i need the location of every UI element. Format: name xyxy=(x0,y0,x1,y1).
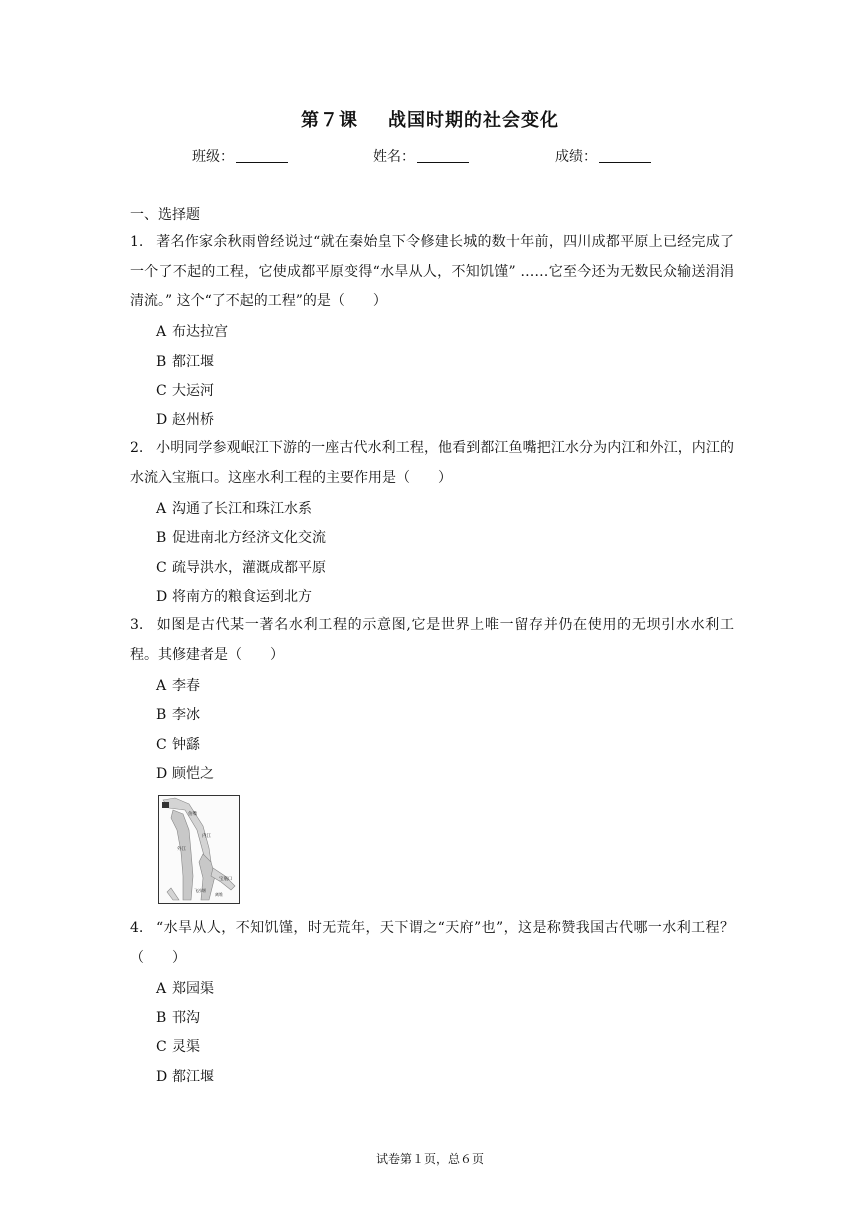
question-number: 4. xyxy=(130,920,144,936)
option-text: 李冰 xyxy=(172,707,200,723)
option-letter: B xyxy=(156,354,167,370)
class-field xyxy=(192,146,288,166)
name-blank[interactable] xyxy=(417,148,469,163)
option-text: 钟繇 xyxy=(172,737,200,753)
option-letter: A xyxy=(156,678,167,694)
question-1 xyxy=(130,228,734,317)
page-footer: 试卷第１页，总６页 xyxy=(375,1152,484,1166)
score-field xyxy=(555,146,651,166)
option-2a[interactable] xyxy=(156,498,312,518)
label-yuzui: 鱼嘴 xyxy=(188,812,197,817)
option-text: 促进南北方经济文化交流 xyxy=(172,530,326,546)
option-letter: A xyxy=(156,501,167,517)
option-letter: D xyxy=(156,1069,168,1085)
question-3 xyxy=(130,611,734,670)
question-2 xyxy=(130,434,734,493)
option-letter: D xyxy=(156,766,168,782)
option-text: 疏导洪水，灌溉成都平原 xyxy=(172,560,326,576)
option-text: 李春 xyxy=(172,678,200,694)
option-letter: C xyxy=(156,1039,167,1055)
option-text: 赵州桥 xyxy=(172,412,214,428)
option-3c[interactable] xyxy=(156,734,200,754)
option-text: 都江堰 xyxy=(172,1069,214,1085)
option-text: 顾恺之 xyxy=(172,766,214,782)
option-2b[interactable] xyxy=(156,527,326,547)
class-label: 班级： xyxy=(192,149,234,165)
option-letter: B xyxy=(156,1010,167,1026)
name-label: 姓名： xyxy=(373,149,415,165)
option-4d[interactable] xyxy=(156,1066,214,1086)
question-number: 1. xyxy=(130,234,144,250)
option-letter: C xyxy=(156,737,167,753)
option-1c[interactable] xyxy=(156,380,214,400)
option-letter: A xyxy=(156,324,167,340)
lesson-topic: 战国时期的社会变化 xyxy=(388,110,559,131)
label-lidui: 离堆 xyxy=(215,892,223,897)
option-3b[interactable] xyxy=(156,704,200,724)
river-map-svg xyxy=(159,796,239,903)
option-4c[interactable] xyxy=(156,1036,200,1056)
option-2c[interactable] xyxy=(156,557,326,577)
option-text: 灵渠 xyxy=(172,1039,200,1055)
option-1a[interactable] xyxy=(156,321,228,341)
question-4 xyxy=(130,914,734,973)
option-letter: C xyxy=(156,560,167,576)
option-letter: D xyxy=(156,589,168,605)
option-4a[interactable] xyxy=(156,978,214,998)
label-feishayan: 飞沙堰 xyxy=(194,888,206,893)
option-letter: A xyxy=(156,981,167,997)
page-title xyxy=(0,106,860,132)
dujiangyan-diagram xyxy=(158,795,240,904)
option-text: 将南方的粮食运到北方 xyxy=(172,589,312,605)
option-text: 都江堰 xyxy=(172,354,214,370)
option-text: 沟通了长江和珠江水系 xyxy=(172,501,312,517)
option-text: 布达拉宫 xyxy=(172,324,228,340)
option-1d[interactable] xyxy=(156,409,214,429)
class-blank[interactable] xyxy=(236,148,288,163)
option-text: 郑园渠 xyxy=(172,981,214,997)
option-4b[interactable] xyxy=(156,1007,200,1027)
name-field xyxy=(373,146,469,166)
score-blank[interactable] xyxy=(599,148,651,163)
question-text: “水旱从人，不知饥馑，时无荒年，天下谓之“天府”也”，这是称赞我国古代哪一水利工程？（ ） xyxy=(130,920,734,966)
option-letter: B xyxy=(156,530,167,546)
lesson-number: 第７课 xyxy=(301,110,358,131)
option-3d[interactable] xyxy=(156,763,214,783)
option-3a[interactable] xyxy=(156,675,200,695)
question-number: 3. xyxy=(130,617,144,633)
label-waijiang: 外江 xyxy=(177,847,186,852)
score-label: 成绩： xyxy=(555,149,597,165)
question-text: 如图是古代某一著名水利工程的示意图,它是世界上唯一留存并仍在使用的无坝引水水利工程。其修建者是（ ） xyxy=(130,617,734,663)
label-baopingkou: 宝瓶口 xyxy=(219,877,233,882)
option-1b[interactable] xyxy=(156,351,214,371)
student-info-row xyxy=(0,146,860,166)
label-neijiang: 内江 xyxy=(202,834,211,839)
question-number: 2. xyxy=(130,440,144,456)
option-letter: B xyxy=(156,707,167,723)
question-text: 著名作家余秋雨曾经说过“就在秦始皇下令修建长城的数十年前，四川成都平原上已经完成了一个了不起的工程，它使成都平原变得“水旱从人，不知饥馑” ……它至今还为无数民众输送涓涓清流。” 这个“了不起的工程”的是（ ） xyxy=(130,234,734,309)
option-text: 邗沟 xyxy=(172,1010,200,1026)
section-heading: 一、选择题 xyxy=(130,207,200,223)
map-marker-north xyxy=(162,802,169,808)
option-letter: C xyxy=(156,383,167,399)
option-letter: D xyxy=(156,412,168,428)
option-text: 大运河 xyxy=(172,383,214,399)
option-2d[interactable] xyxy=(156,586,312,606)
question-text: 小明同学参观岷江下游的一座古代水利工程，他看到都江鱼嘴把江水分为内江和外江，内江的水流入宝瓶口。这座水利工程的主要作用是（ ） xyxy=(130,440,734,486)
